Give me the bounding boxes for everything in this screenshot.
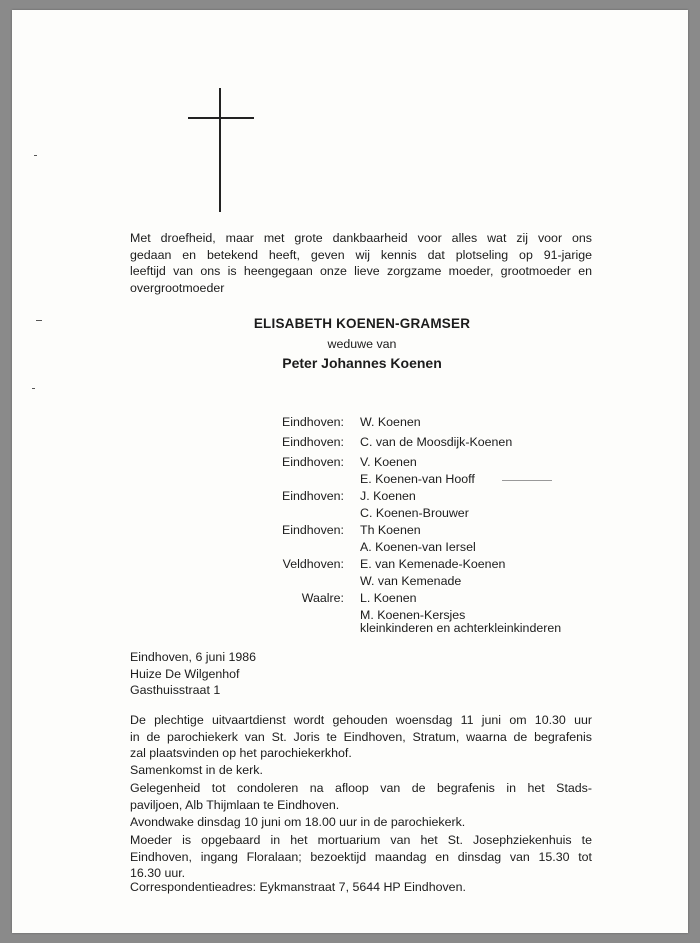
vigil-line: Avondwake dinsdag 10 juni om 18.00 uur in de parochiekerk. [130,815,466,829]
intro-line: overgrootmoeder [130,280,225,295]
condolences-paragraph: Gelegenheid tot condoleren na afloop van de begrafenis in het Stads- paviljoen, Alb Thijmlaan te Eindhoven. [130,781,592,812]
address-block [130,649,430,699]
family-place: Waalre: [301,591,344,605]
funeral-paragraph: De plechtige uitvaartdienst wordt gehouden woensdag 11 juni om 10.30 uur in de parochiekerk van St. Joris te Eindhoven, Stratum, waarna de begrafenis zal plaatsvinden op het parochiekerkhof. [130,713,592,760]
scan-speck [36,320,42,321]
intro-line: Met droefheid, maar met grote dankbaarheid voor alles wat zij voor ons [130,231,592,245]
scan-speck [32,388,35,389]
gathering-line: Samenkomst in de kerk. [130,763,263,777]
address-line: Huize De Wilgenhof [130,666,240,681]
family-names: J. Koenen C. Koenen-Brouwer [360,489,469,520]
deceased-name: ELISABETH KOENEN-GRAMSER [253,316,471,331]
correspondence-line: Correspondentieadres: Eykmanstraat 7, 5644 HP Eindhoven. [130,880,466,894]
spouse-name: Peter Johannes Koenen [282,355,442,371]
scan-speck [502,480,552,481]
family-names: V. Koenen E. Koenen-van Hooff [360,455,475,486]
family-names: C. van de Moosdijk-Koenen [360,435,513,449]
laid-out-paragraph: Moeder is opgebaard in het mortuarium van het St. Josephziekenhuis te Eindhoven, ingang Floralaan; bezoektijd maandag en dinsdag van 15.30 tot 16.30 uur. [130,833,592,880]
family-place: Eindhoven: [281,455,344,469]
cross-icon [188,88,254,212]
intro-line: gedaan en betekend heeft, geven wij kennis dat plotseling op 91-jarige [130,247,592,262]
intro-line: leeftijd van ons is heengegaan onze lieve zorgzame moeder, grootmoeder en [130,264,592,278]
family-names: L. Koenen M. Koenen-Kersjes [360,591,466,622]
family-names: Th Koenen A. Koenen-van Iersel [360,523,476,554]
death-notice-card [12,10,688,933]
intro-paragraph [130,230,592,296]
family-place: Eindhoven: [281,415,344,429]
address-line: Eindhoven, 6 juni 1986 [130,650,257,664]
scan-speck [34,155,37,156]
family-names: E. van Kemenade-Koenen W. van Kemenade [360,557,506,588]
family-place: Eindhoven: [281,489,344,503]
address-line: Gasthuisstraat 1 [130,683,221,697]
family-place: Eindhoven: [281,523,344,537]
family-place: Eindhoven: [281,435,344,449]
relation-label: weduwe van [327,337,397,351]
family-place: Veldhoven: [282,557,344,571]
family-names: W. Koenen [360,415,421,429]
grandchildren-line: kleinkinderen en achterkleinkinderen [360,621,562,635]
